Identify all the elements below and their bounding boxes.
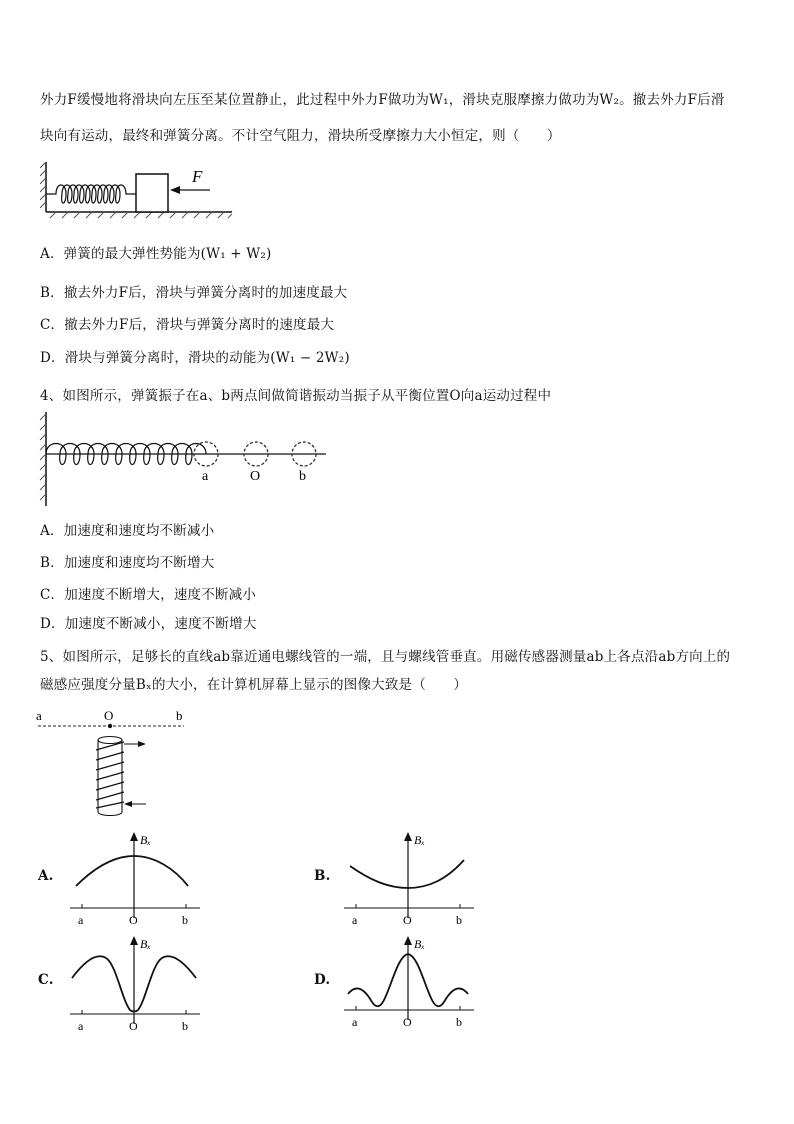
q3-stem-line2: 块向有运动，最终和弹簧分离。不计空气阻力，滑块所受摩擦力大小恒定，则（ ） [40, 128, 561, 144]
q5-graph-a-tick-o: O [129, 913, 138, 927]
q5-graph-c-axis-label: Bₓ [140, 937, 151, 951]
q3-option-a: A．弹簧的最大弹性势能为(W₁ + W₂) [40, 246, 272, 262]
q5-graph-d-tick-o: O [403, 1015, 412, 1029]
q5-graph-a [64, 828, 204, 928]
q3-stem-line1: 外力F缓慢地将滑块向左压至某位置静止，此过程中外力F做功为W₁，滑块克服摩擦力做功为W₂。撤去外力F后滑 [40, 92, 725, 108]
q5-graph-c-tick-o: O [129, 1019, 138, 1032]
q5-graph-b-axis-label: Bₓ [414, 833, 425, 847]
q5-graph-d-tick-a: a [352, 1015, 358, 1029]
q4-option-b: B．加速度和速度均不断增大 [40, 555, 215, 571]
q3-option-d: D．滑块与弹簧分离时，滑块的动能为(W₁ − 2W₂) [40, 350, 350, 366]
q4-stem: 4、如图所示，弹簧振子在a、b两点间做简谐振动当振子从平衡位置O向a运动过程中 [40, 388, 552, 404]
q4-option-c: C．加速度不断增大，速度不断减小 [40, 587, 257, 603]
q3-option-c: C．撤去外力F后，滑块与弹簧分离时的速度最大 [40, 317, 335, 333]
q5-graph-a-tick-a: a [78, 913, 84, 927]
q5-option-c-letter: C. [38, 972, 54, 988]
q4-oscillator-figure [38, 410, 338, 510]
q5-solenoid-figure [34, 708, 194, 820]
q5-graph-b-tick-o: O [403, 913, 412, 927]
q3-option-b: B．撤去外力F后，滑块与弹簧分离时的加速度最大 [40, 285, 348, 301]
q4-label-b: b [299, 469, 306, 484]
q4-label-o: O [250, 469, 261, 484]
q5-graph-a-tick-b: b [182, 913, 188, 927]
q5-stem-line1: 5、如图所示，足够长的直线ab靠近通电螺线管的一端，且与螺线管垂直。用磁传感器测量ab上各点沿ab方向上的 [40, 649, 731, 665]
q5-fig-label-o: O [104, 708, 114, 723]
q5-fig-label-a: a [36, 708, 42, 723]
q3-force-label: F [192, 167, 203, 186]
q4-label-a: a [202, 469, 209, 484]
q4-option-d: D．加速度不断减小，速度不断增大 [40, 616, 257, 632]
q5-graph-c-tick-a: a [78, 1019, 84, 1032]
q5-graph-d [338, 932, 478, 1032]
q4-option-a: A．加速度和速度均不断减小 [40, 523, 215, 539]
q5-graph-b [338, 828, 478, 928]
q5-option-a-letter: A. [38, 868, 54, 884]
q5-graph-b-tick-b: b [456, 913, 462, 927]
q5-fig-label-b: b [176, 708, 183, 723]
q5-option-b-letter: B. [314, 868, 331, 884]
q5-graph-b-tick-a: a [352, 913, 358, 927]
q5-graph-a-axis-label: Bₓ [140, 833, 151, 847]
q5-graph-c-tick-b: b [182, 1019, 188, 1032]
q5-stem-line2: 磁感应强度分量Bₓ的大小，在计算机屏幕上显示的图像大致是（ ） [40, 677, 468, 693]
q5-graph-d-axis-label: Bₓ [414, 937, 425, 951]
q5-graph-c [64, 932, 204, 1032]
q5-graph-d-tick-b: b [456, 1015, 462, 1029]
q3-spring-block-figure [40, 160, 240, 220]
q5-option-d-letter: D. [314, 972, 331, 988]
